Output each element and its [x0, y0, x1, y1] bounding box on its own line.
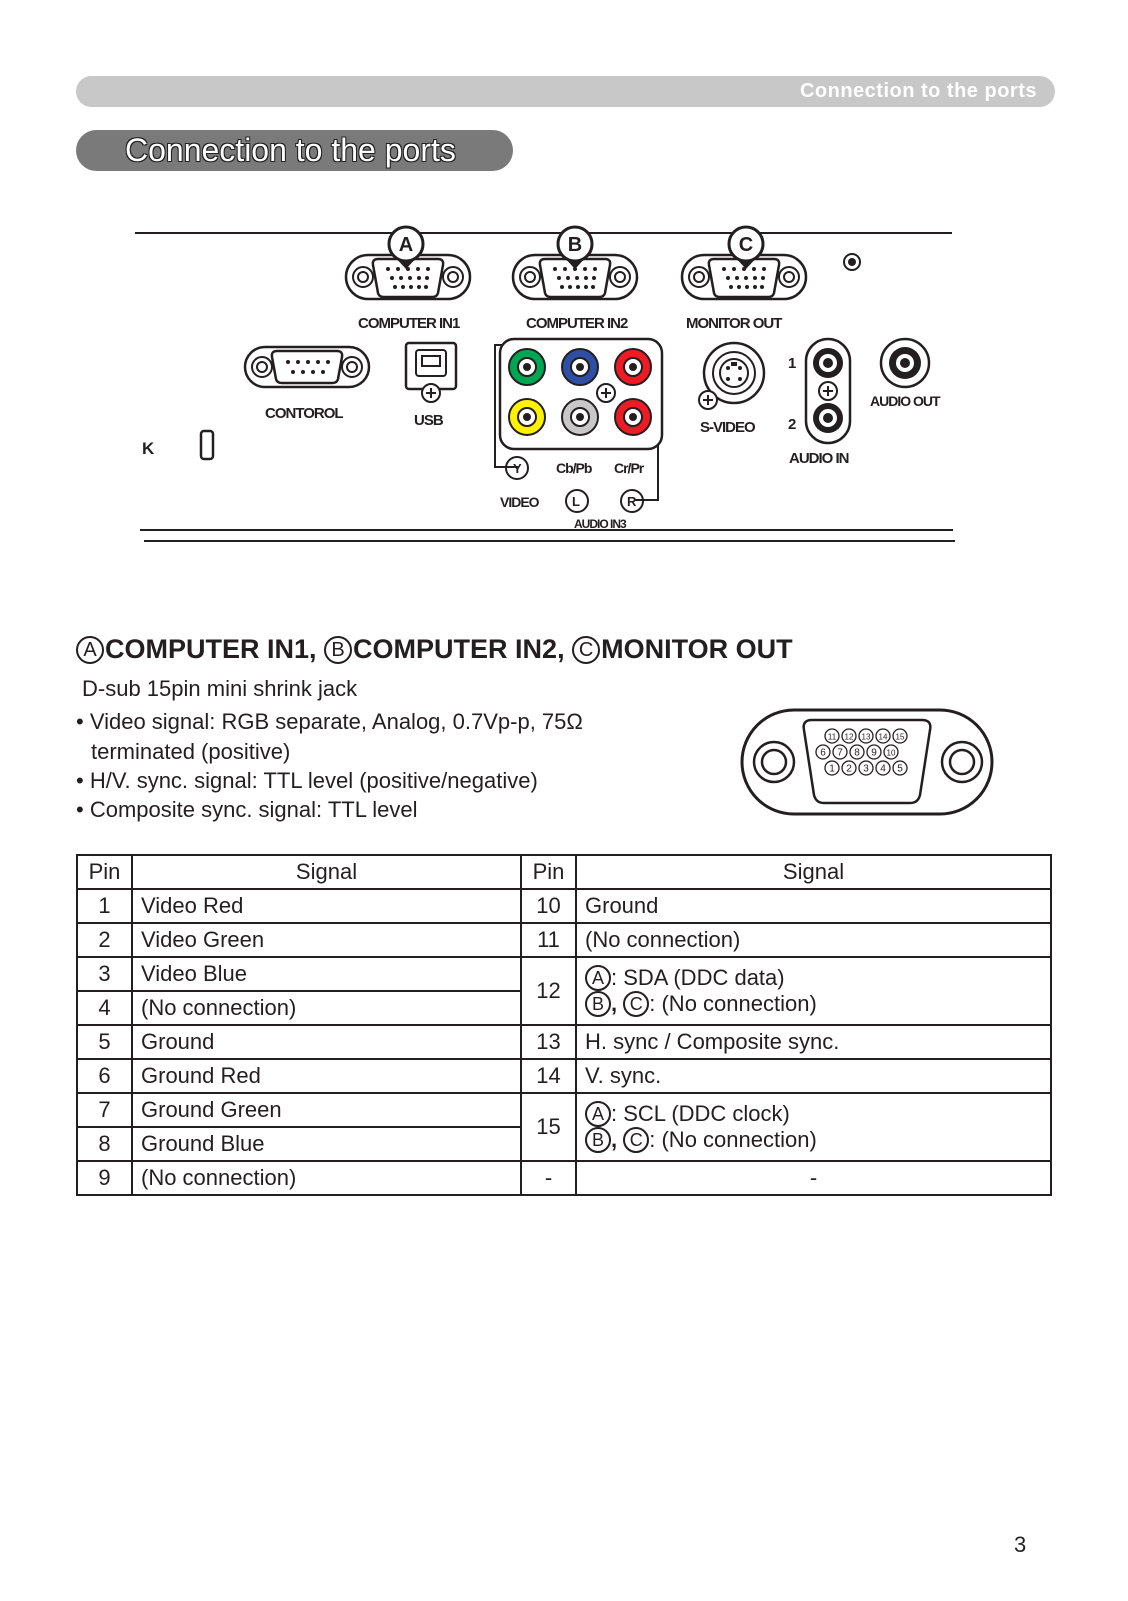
pin-row-top — [825, 729, 907, 743]
label-audio-in: AUDIO IN — [789, 450, 849, 467]
pin-number: 9 — [871, 747, 877, 759]
rca-jack-icon — [509, 399, 545, 435]
label-r: R — [627, 494, 637, 509]
signal-cell: - — [576, 1161, 1051, 1195]
pin-number: 3 — [863, 763, 869, 775]
pin-number: 14 — [878, 732, 888, 742]
label-audio-out: AUDIO OUT — [870, 393, 940, 409]
heading-computer-in1: COMPUTER IN1, — [105, 634, 317, 664]
header-signal-1: Signal — [132, 855, 521, 889]
label-computer-in1: COMPUTER IN1 — [358, 315, 460, 332]
pin-cell: 5 — [77, 1025, 132, 1059]
pin-number: 11 — [827, 732, 837, 742]
pin-number: 4 — [880, 763, 886, 775]
signal-cell: Video Green — [132, 923, 521, 957]
svg-text:C: C — [738, 234, 754, 256]
letter-a-icon: A — [585, 965, 611, 991]
pin-cell: 8 — [77, 1127, 132, 1161]
bullet-video-signal: • Video signal: RGB separate, Analog, 0.7Vp-p, 75Ω — [76, 709, 583, 734]
pin-cell: 12 — [521, 957, 576, 1025]
pin-number: 5 — [897, 763, 903, 775]
pin-cell: 9 — [77, 1161, 132, 1195]
s-video-port — [699, 343, 764, 409]
rca-jack-icon — [562, 349, 598, 385]
rca-jack-icon — [509, 349, 545, 385]
label-y: Y — [513, 461, 522, 476]
signal-cell: (No connection) — [576, 923, 1051, 957]
letter-c-icon: C — [623, 1127, 649, 1153]
label-audio-in-2: 2 — [788, 416, 797, 433]
pin-number: 7 — [837, 747, 843, 759]
signal-cell: Video Red — [132, 889, 521, 923]
svg-text:B: B — [567, 234, 583, 256]
pin-cell: 4 — [77, 991, 132, 1025]
label-s-video: S-VIDEO — [700, 419, 755, 436]
pin-number: 10 — [886, 748, 896, 758]
pin-cell: 11 — [521, 923, 576, 957]
section-heading — [76, 634, 793, 665]
bullet-hv-sync: • H/V. sync. signal: TTL level (positive/negative) — [76, 768, 538, 793]
label-cr-pr: Cr/Pr — [614, 460, 644, 476]
label-audio-in3: AUDIO IN3 — [574, 517, 626, 531]
title-pill — [76, 130, 513, 171]
screw-hole-icon — [844, 254, 860, 270]
table-row — [77, 1059, 1051, 1093]
header-signal-2: Signal — [576, 855, 1051, 889]
pin-cell: 1 — [77, 889, 132, 923]
signal-cell: Video Blue — [132, 957, 521, 991]
letter-b-icon: B — [324, 636, 352, 664]
label-l: L — [572, 494, 580, 509]
label-audio-in-1: 1 — [788, 355, 797, 372]
audio-out-jack — [881, 339, 929, 387]
signal-line: : (No connection) — [649, 1127, 817, 1152]
letter-c-icon: C — [572, 636, 600, 664]
audio-in-jacks — [806, 339, 850, 443]
pin-cell: 14 — [521, 1059, 576, 1093]
svg-text:A: A — [398, 234, 414, 256]
table-row — [77, 1093, 1051, 1127]
table-row — [77, 923, 1051, 957]
signal-cell: Ground Red — [132, 1059, 521, 1093]
header-bar — [76, 76, 1055, 107]
letter-b-icon: B — [585, 1127, 611, 1153]
pin-number: 12 — [844, 732, 854, 742]
table-row — [77, 1161, 1051, 1195]
signal-cell-multi — [576, 957, 1051, 1025]
letter-c-icon: C — [623, 991, 649, 1017]
signal-cell: Ground — [576, 889, 1051, 923]
header-section-title: Connection to the ports — [799, 80, 1037, 102]
page-number: 3 — [1014, 1532, 1027, 1557]
table-row — [77, 957, 1051, 991]
port-panel-diagram — [130, 225, 970, 555]
security-slot — [201, 431, 213, 459]
pin-cell: 2 — [77, 923, 132, 957]
signal-cell: V. sync. — [576, 1059, 1051, 1093]
label-usb: USB — [414, 412, 443, 429]
pin-number: 1 — [829, 763, 835, 775]
signal-cell-multi — [576, 1093, 1051, 1161]
pin-number: 8 — [854, 747, 860, 759]
pin-number: 2 — [846, 763, 852, 775]
heading-monitor-out: MONITOR OUT — [601, 634, 793, 664]
signal-cell: (No connection) — [132, 1161, 521, 1195]
table-header-row — [77, 855, 1051, 889]
signal-cell: Ground — [132, 1025, 521, 1059]
rca-jack-icon — [562, 399, 598, 435]
letter-b-icon: B — [585, 991, 611, 1017]
table-row — [77, 889, 1051, 923]
signal-line: : SCL (DDC clock) — [611, 1101, 790, 1126]
pin-cell: - — [521, 1161, 576, 1195]
usb-port — [406, 343, 456, 402]
signal-cell: Ground Blue — [132, 1127, 521, 1161]
pin-table — [76, 854, 1052, 1196]
jack-type: D-sub 15pin mini shrink jack — [82, 676, 358, 701]
heading-computer-in2: COMPUTER IN2, — [353, 634, 565, 664]
bullet-composite-sync: • Composite sync. signal: TTL level — [76, 797, 418, 822]
label-control: CONTOROL — [265, 405, 343, 422]
pin-number: 6 — [820, 747, 826, 759]
header-pin-2: Pin — [521, 855, 576, 889]
pin-number: 13 — [861, 732, 871, 742]
signal-cell: Ground Green — [132, 1093, 521, 1127]
pin-cell: 6 — [77, 1059, 132, 1093]
pin-row-bottom — [825, 761, 907, 775]
pin-cell: 15 — [521, 1093, 576, 1161]
pin-number: 15 — [895, 732, 905, 742]
rca-jack-icon — [615, 349, 651, 385]
separator: , — [611, 1127, 618, 1152]
label-video: VIDEO — [500, 494, 539, 510]
signal-cell: H. sync / Composite sync. — [576, 1025, 1051, 1059]
pin-cell: 3 — [77, 957, 132, 991]
kensington-icon: K — [142, 439, 155, 458]
separator: , — [611, 991, 618, 1016]
label-cb-pb: Cb/Pb — [556, 460, 592, 476]
header-pin-1: Pin — [77, 855, 132, 889]
dsub-connector-diagram — [740, 707, 996, 819]
label-computer-in2: COMPUTER IN2 — [526, 315, 628, 332]
page-title: Connection to the ports — [125, 132, 456, 168]
letter-a-icon: A — [76, 636, 104, 664]
signal-cell: (No connection) — [132, 991, 521, 1025]
control-port — [245, 347, 369, 387]
pin-row-middle — [816, 745, 898, 759]
signal-line: : SDA (DDC data) — [611, 965, 785, 990]
bullet-video-signal-cont: terminated (positive) — [91, 739, 291, 764]
letter-a-icon: A — [585, 1101, 611, 1127]
signal-line: : (No connection) — [649, 991, 817, 1016]
label-monitor-out: MONITOR OUT — [686, 315, 782, 332]
rca-jack-icon — [615, 399, 651, 435]
pin-cell: 7 — [77, 1093, 132, 1127]
table-row — [77, 1025, 1051, 1059]
pin-cell: 10 — [521, 889, 576, 923]
pin-cell: 13 — [521, 1025, 576, 1059]
